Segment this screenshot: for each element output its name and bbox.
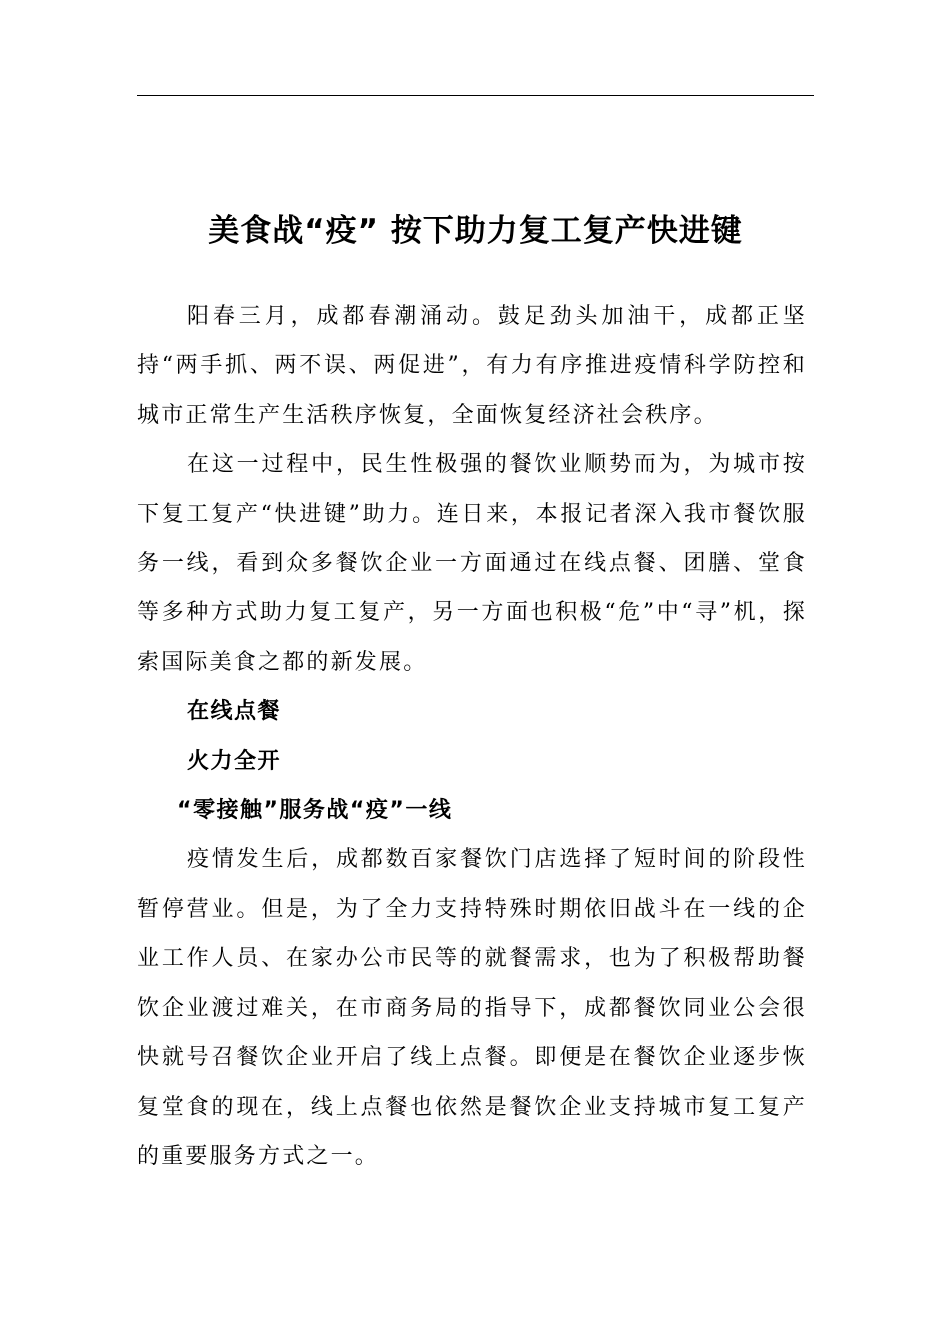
section-heading-2: 火力全开 bbox=[187, 748, 282, 774]
section-heading-3: “零接触”服务战“疫”一线 bbox=[177, 798, 453, 824]
article-title: 美食战“疫” 按下助力复工复产快进键 bbox=[208, 212, 743, 249]
section-paragraph-1: 疫情发生后，成都数百家餐饮门店选择了短时间的阶段性暂停营业。但是，为了全力支持特殊时期依旧战斗在一线的企业工作人员、在家办公市民等的就餐需求，也为了积极帮助餐饮企业渡过难关，在市商务局的指导下，成都餐饮同业公会很快就号召餐饮企业开启了线上点餐。即便是在餐饮企业逐步恢复堂食的现在，线上点餐也依然是餐饮企业支持城市复工复产的重要服务方式之一。 bbox=[137, 847, 807, 1169]
intro-paragraph-1: 阳春三月，成都春潮涌动。鼓足劲头加油干，成都正坚持“两手抓、两不误、两促进”，有力有序推进疫情科学防控和城市正常生产生活秩序恢复，全面恢复经济社会秩序。 bbox=[137, 304, 807, 428]
section-heading-1: 在线点餐 bbox=[187, 699, 282, 725]
intro-paragraph-2: 在这一过程中，民生性极强的餐饮业顺势而为，为城市按下复工复产“快进键”助力。连日来，本报记者深入我市餐饮服务一线，看到众多餐饮企业一方面通过在线点餐、团膳、堂食等多种方式助力复工复产，另一方面也积极“危”中“寻”机，探索国际美食之都的新发展。 bbox=[137, 452, 807, 675]
article-body bbox=[137, 292, 807, 1181]
header-rule bbox=[137, 95, 814, 96]
